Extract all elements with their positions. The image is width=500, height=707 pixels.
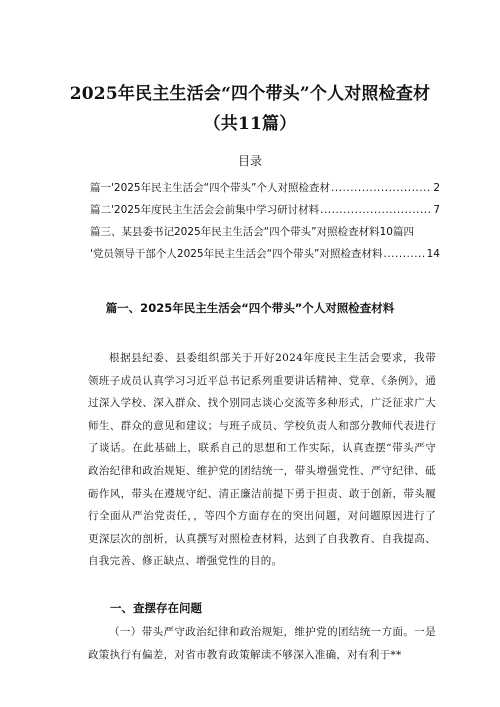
toc-item[interactable] <box>90 221 440 243</box>
toc-item-text: 篇一'2025年民主生活会“四个带头”个人对照检查材 <box>90 182 330 194</box>
document-title: 2025年民主生活会“四个带头”个人对照检查材 <box>69 84 431 104</box>
sub-heading: 一、查摆存在问题 <box>110 601 202 615</box>
toc-item-page: 2 <box>433 182 440 194</box>
toc-leader-dots <box>320 199 432 221</box>
body-paragraph: 根据县纪委、县委组织部关于开好2024年度民主生活会要求，我带领班子成员认真学习习近平总书记系列重要讲话精神、党章、《条例》，通过深入学校、深入群众、找个别同志谈心交流等多种形式，广泛征求广大师生、群众的意见和建议；与班子成员、学校负责人和部分教师代表进行了谈话。在此基础上，联系自己的思想和工作实际，认真查摆“带头严守政治纪律和政治规矩、维护党的团结统一，带头增强党性、严守纪律、砥砺作风，带头在遵规守纪、清正廉洁前提下勇于担责、敢于创新，带头履行全面从严治党责任，，等四个方面存在的突出问题，对问题原因进行了更深层次的剖析，认真撰写对照检查材料，达到了自我教育、自我提高、自我完善、修正缺点、增强党性的目的。 <box>88 352 436 568</box>
body-paragraph: （一）带头严守政治纪律和政治规矩，维护党的团结统一方面。一是政策执行有偏差，对省市教育政策解读不够深入准确，对有利于** <box>88 626 436 661</box>
toc-item-text: 篇三、某县委书记2025年民主生活会“四个带头”对照检查材料10篇四 <box>90 226 414 238</box>
toc-leader-dots <box>331 177 432 199</box>
toc-item-text: 篇二'2025年度民主生活会会前集中学习研讨材料 <box>90 204 320 216</box>
toc-item[interactable] <box>90 177 440 199</box>
toc-item[interactable] <box>90 199 440 221</box>
toc-item-page: 7 <box>433 204 440 216</box>
toc-leader-dots <box>384 243 426 265</box>
toc-item[interactable] <box>90 243 440 265</box>
toc-item-page: 14 <box>426 248 440 260</box>
toc-item-text: '党员领导干部个人2025年民主生活会“四个带头”对照检查材料 <box>90 248 383 260</box>
section-heading: 篇一、2025年民主生活会“四个带头”个人对照检查材料 <box>105 301 395 315</box>
toc-heading: 目录 <box>237 154 262 168</box>
document-title-count: （共11篇） <box>203 114 297 134</box>
table-of-contents <box>90 177 440 265</box>
